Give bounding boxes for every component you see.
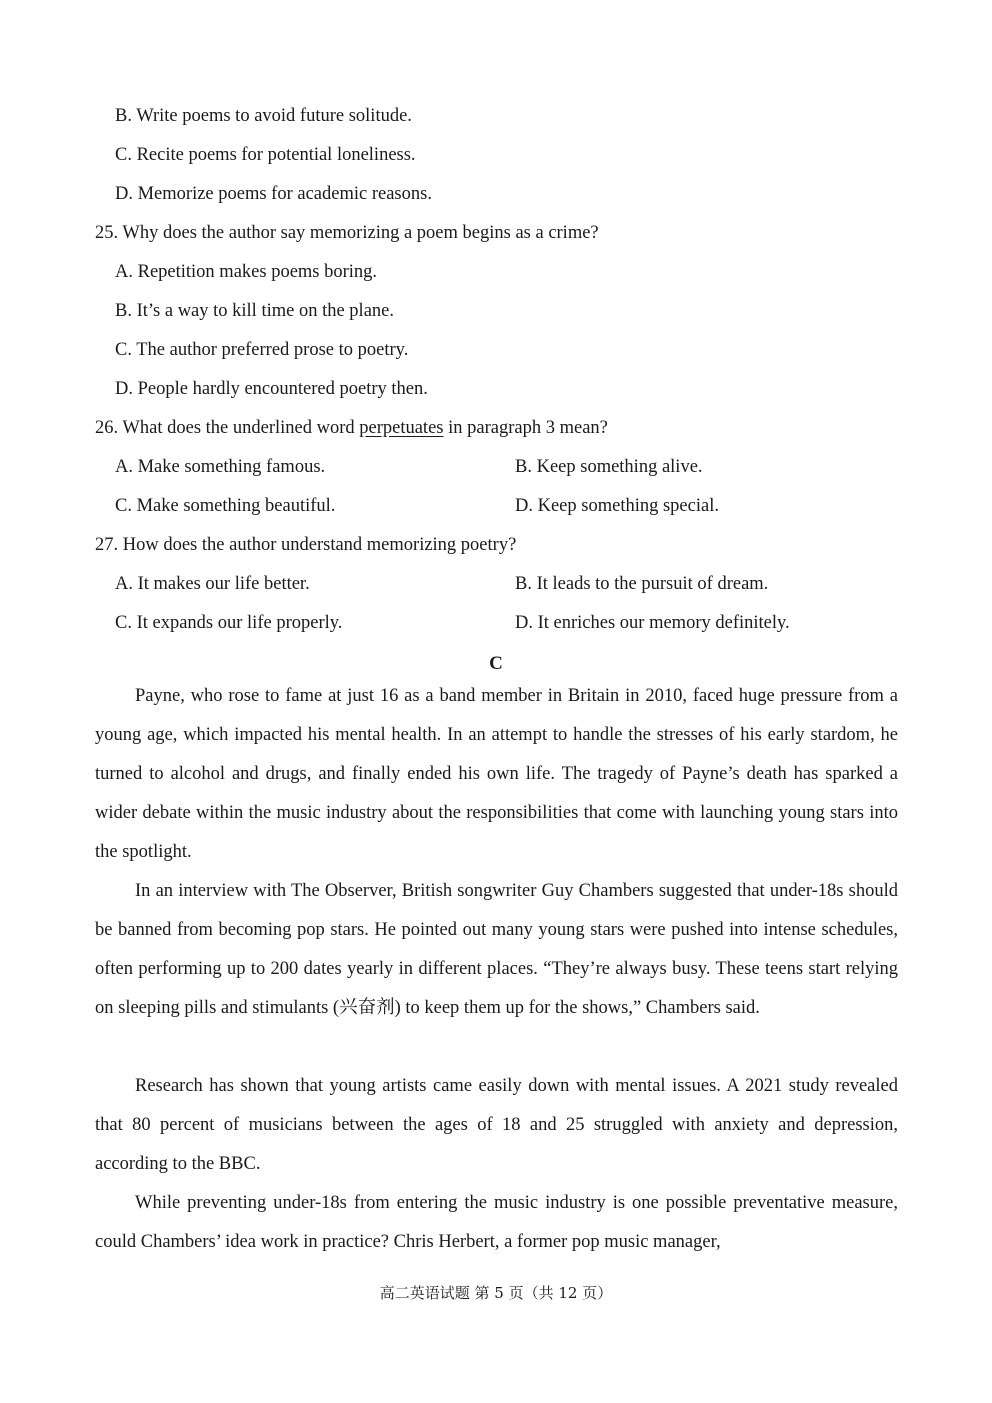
q27-stem: 27. How does the author understand memorizing poetry? bbox=[95, 535, 517, 555]
q25-option-a: A. Repetition makes poems boring. bbox=[115, 262, 378, 282]
q26-stem-end: in paragraph 3 mean? bbox=[443, 418, 608, 438]
underlined-word: perpetuates bbox=[359, 418, 444, 438]
passage-paragraph-1: Payne, who rose to fame at just 16 as a band member in Britain in 2010, faced huge pressure from a young age, which impacted his mental health. In an attempt to handle the stresses of his early stardom, he turned to alcohol and drugs, and finally ended his own life. The tragedy of Payne’s death has sparked a wider debate within the music industry about the responsibilities that come with launching young stars into the spotlight. bbox=[95, 686, 898, 862]
q26-stem bbox=[95, 416, 608, 440]
q26-option-c: C. Make something beautiful. bbox=[115, 496, 336, 516]
q25-option-c: C. The author preferred prose to poetry. bbox=[115, 340, 409, 360]
passage-paragraph-4: While preventing under-18s from entering the music industry is one possible preventative measure, could Chambers’ idea work in practice? Chris Herbert, a former pop music manager, bbox=[95, 1193, 898, 1252]
q24-option-d: D. Memorize poems for academic reasons. bbox=[115, 184, 432, 204]
q26-option-b: B. Keep something alive. bbox=[515, 457, 703, 477]
q24-option-c: C. Recite poems for potential loneliness. bbox=[115, 145, 416, 165]
q27-option-c: C. It expands our life properly. bbox=[115, 613, 343, 633]
passage-paragraph-2: In an interview with The Observer, British songwriter Guy Chambers suggested that under-18s should be banned from becoming pop stars. He pointed out many young stars were pushed into intense schedules, often performing up to 200 dates yearly in different places. “They’re always busy. These teens start relying on sleeping pills and stimulants (兴奋剂) to keep them up for the shows,” Chambers said. bbox=[95, 881, 898, 1018]
q26-stem-start: 26. What does the underlined word bbox=[95, 418, 360, 438]
q27-option-b: B. It leads to the pursuit of dream. bbox=[515, 574, 769, 594]
q27-option-d: D. It enriches our memory definitely. bbox=[515, 613, 790, 633]
q25-stem: 25. Why does the author say memorizing a poem begins as a crime? bbox=[95, 223, 599, 243]
q26-option-d: D. Keep something special. bbox=[515, 496, 719, 516]
section-c-title: C bbox=[489, 653, 503, 674]
q25-option-d: D. People hardly encountered poetry then. bbox=[115, 379, 428, 399]
passage-paragraph-3: Research has shown that young artists came easily down with mental issues. A 2021 study revealed that 80 percent of musicians between the ages of 18 and 25 struggled with anxiety and depression, according to the BBC. bbox=[95, 1076, 898, 1174]
q25-option-b: B. It’s a way to kill time on the plane. bbox=[115, 301, 394, 321]
q26-option-a: A. Make something famous. bbox=[115, 457, 326, 477]
q27-option-a: A. It makes our life better. bbox=[115, 574, 310, 594]
page-footer: 高二英语试题 第 5 页（共 12 页） bbox=[379, 1284, 613, 1302]
q24-option-b: B. Write poems to avoid future solitude. bbox=[115, 106, 412, 126]
